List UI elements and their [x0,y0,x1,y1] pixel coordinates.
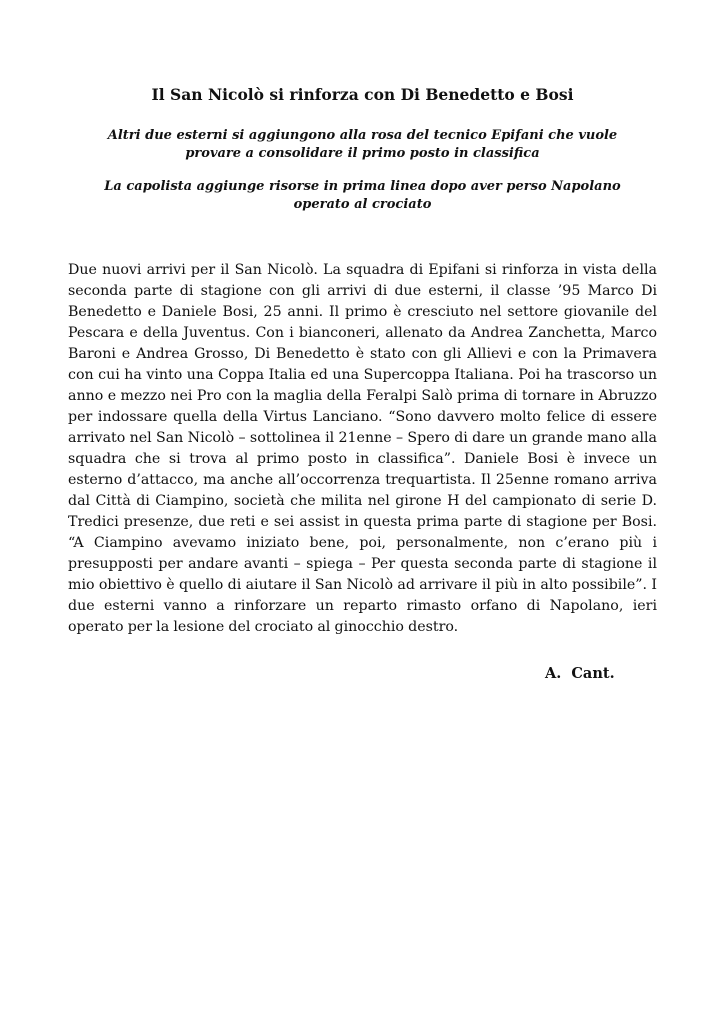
article-signature: A. Cant. [545,665,615,682]
article-title: Il San Nicolò si rinforza con Di Benedetto e Bosi [151,85,574,104]
article-body: Due nuovi arrivi per il San Nicolò. La squadra di Epifani si rinforza in vista della seconda parte di stagione con gli arrivi di due esterni, il classe ’95 Marco Di Benedetto e Daniele Bosi, 25 anni. Il primo è cresciuto nel settore giovanile del Pescara e della Juventus. Con i bianconeri, allenato da Andrea Zanchetta, Marco Baroni e Andrea Grosso, Di Benedetto è stato con gli Allievi e con la Primavera con cui ha vinto una Coppa Italia ed una Supercoppa Italiana. Poi ha trascorso un anno e mezzo nei Pro con la maglia della Feralpi Salò prima di tornare in Abruzzo per indossare quella della Virtus Lanciano. “Sono davvero molto felice di essere arrivato nel San Nicolò – sottolinea il 21enne – Spero di dare un grande mano alla squadra che si trova al primo posto in classifica”. Daniele Bosi è invece un esterno d’attacco, ma anche all’occorrenza trequartista. Il 25enne romano arriva dal Città di Ciampino, società che milita nel girone H del campionato di serie D. Tredici presenze, due reti e sei assist in questa prima parte di stagione per Bosi. “A Ciampino avevamo iniziato bene, poi, personalmente, non c’erano più i presupposti per andare avanti – spiega – Per questa seconda parte di stagione il mio obiettivo è quello di aiutare il San Nicolò ad arrivare il più in alto possibile”. I due esterni vanno a rinforzare un reparto rimasto orfano di Napolano, ieri operato per la lesione del crociato al ginocchio destro. [68,262,657,635]
article-subtitle-2: La capolista aggiunge risorse in prima linea dopo aver perso Napolano operato al crociato [104,179,621,212]
article-subtitle-1: Altri due esterni si aggiungono alla rosa del tecnico Epifani che vuole provare a consolidare il primo posto in classifica [107,128,618,161]
